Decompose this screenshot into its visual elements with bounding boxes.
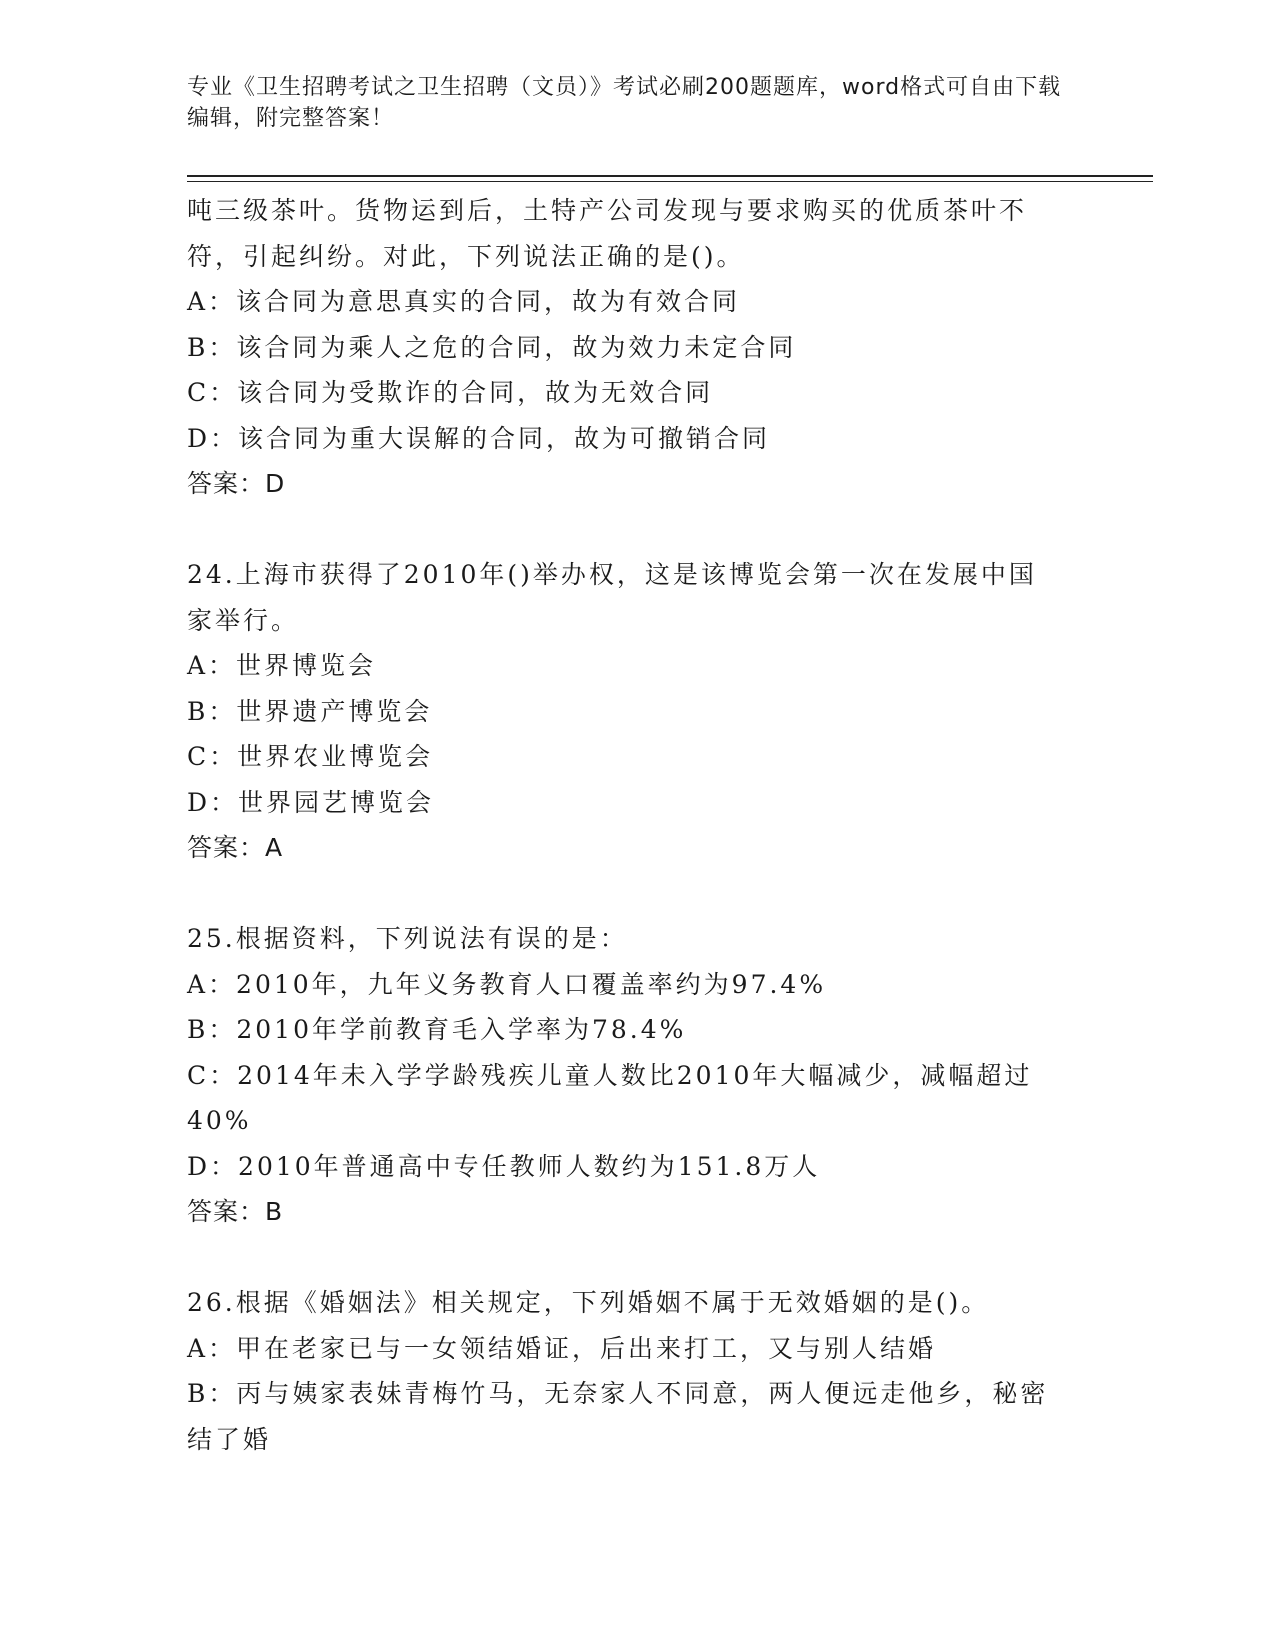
document-body — [187, 188, 1067, 1462]
header-rule-thick — [187, 175, 1153, 177]
option-b-continued: 结了婚 — [187, 1424, 272, 1454]
question-24 — [187, 552, 1067, 871]
question-stem: 24.上海市获得了2010年()举办权，这是该博览会第一次在发展中国 — [187, 560, 1037, 589]
option-d: D：2010年普通高中专任教师人数约为151.8万人 — [187, 1151, 821, 1181]
option-d: D：该合同为重大误解的合同，故为可撤销合同 — [187, 423, 771, 453]
option-b: B：该合同为乘人之危的合同，故为效力未定合同 — [187, 332, 797, 362]
option-c-continued: 40% — [187, 1106, 252, 1135]
header-text: 专业《卫生招聘考试之卫生招聘（文员）》考试必刷200题题库，word格式可自由下载编辑，附完整答案！ — [187, 75, 1062, 131]
answer: 答案：A — [187, 833, 284, 862]
option-b: B：2010年学前教育毛入学率为78.4% — [187, 1015, 687, 1044]
question-23 — [187, 188, 1067, 507]
option-a: A：甲在老家已与一女领结婚证，后出来打工，又与别人结婚 — [187, 1333, 937, 1363]
option-b: B：世界遗产博览会 — [187, 696, 433, 726]
option-c: C：2014年未入学学龄残疾儿童人数比2010年大幅减少，减幅超过 — [187, 1060, 1033, 1090]
question-stem: 符，引起纠纷。对此，下列说法正确的是()。 — [187, 241, 745, 271]
option-a: A：该合同为意思真实的合同，故为有效合同 — [187, 287, 741, 316]
question-stem: 25.根据资料，下列说法有误的是： — [187, 924, 628, 953]
question-25 — [187, 916, 1067, 1235]
question-stem: 26.根据《婚姻法》相关规定，下列婚姻不属于无效婚姻的是()。 — [187, 1288, 990, 1317]
answer: 答案：B — [187, 1197, 284, 1226]
spacer — [187, 871, 1067, 917]
option-a: A：世界博览会 — [187, 651, 377, 680]
spacer — [187, 1235, 1067, 1281]
option-d: D：世界园艺博览会 — [187, 787, 435, 817]
spacer — [187, 507, 1067, 553]
option-c: C：该合同为受欺诈的合同，故为无效合同 — [187, 378, 714, 407]
question-stem: 家举行。 — [187, 605, 300, 635]
option-c: C：世界农业博览会 — [187, 742, 434, 771]
header-rule-thin — [187, 181, 1153, 182]
question-stem: 吨三级茶叶。货物运到后，土特产公司发现与要求购买的优质茶叶不 — [187, 196, 1028, 225]
option-a: A：2010年，九年义务教育人口覆盖率约为97.4% — [187, 969, 827, 999]
option-b: B：丙与姨家表妹青梅竹马，无奈家人不同意，两人便远走他乡，秘密 — [187, 1379, 1049, 1408]
document-header — [187, 72, 1067, 134]
question-26 — [187, 1280, 1067, 1462]
answer: 答案：D — [187, 469, 286, 498]
